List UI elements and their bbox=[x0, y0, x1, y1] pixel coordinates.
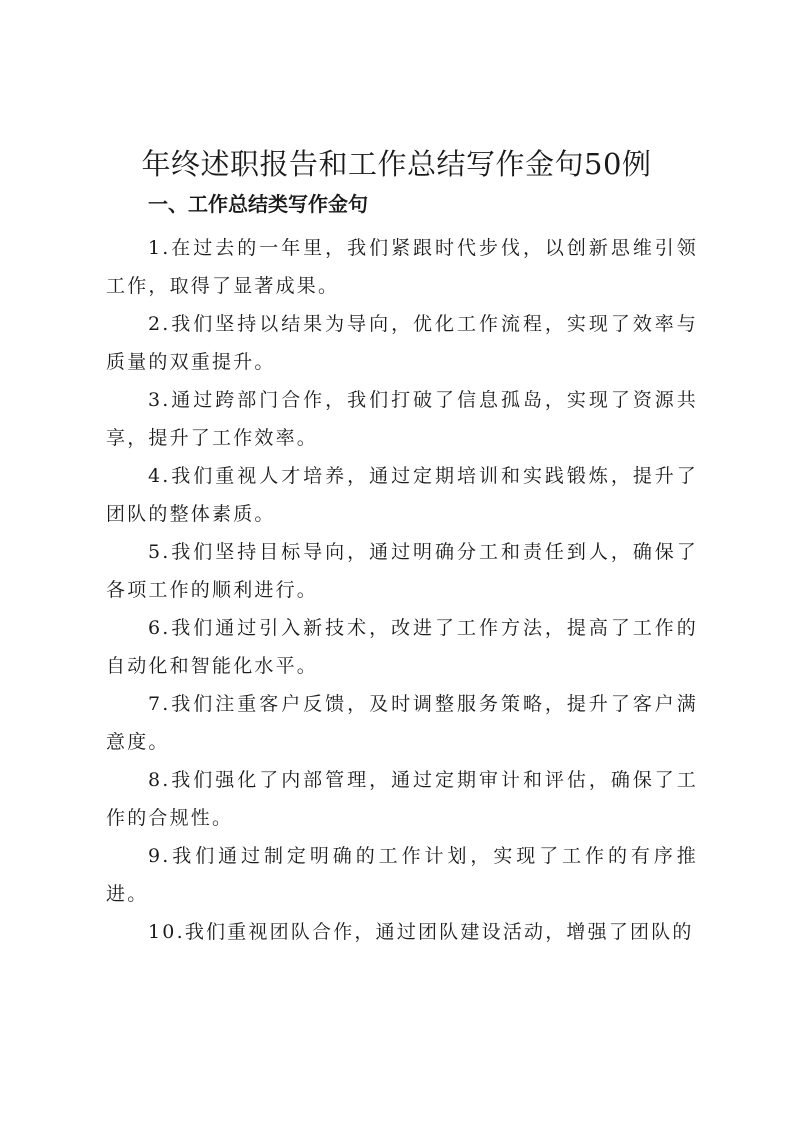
paragraph-4: 4.我们重视人才培养，通过定期培训和实践锻炼，提升了团队的整体素质。 bbox=[106, 465, 698, 525]
paragraph-10: 10.我们重视团队合作，通过团队建设活动，增强了团队的 bbox=[148, 921, 694, 943]
document-title: 年终述职报告和工作总结写作金句50例 bbox=[141, 147, 652, 181]
section-heading: 一、工作总结类写作金句 bbox=[148, 192, 368, 216]
paragraph-1: 1.在过去的一年里，我们紧跟时代步伐，以创新思维引领工作，取得了显著成果。 bbox=[106, 237, 698, 297]
paragraph-9: 9.我们通过制定明确的工作计划，实现了工作的有序推进。 bbox=[106, 845, 698, 905]
paragraph-2: 2.我们坚持以结果为导向，优化工作流程，实现了效率与质量的双重提升。 bbox=[106, 313, 698, 373]
paragraph-7: 7.我们注重客户反馈，及时调整服务策略，提升了客户满意度。 bbox=[106, 693, 698, 753]
paragraph-6: 6.我们通过引入新技术，改进了工作方法，提高了工作的自动化和智能化水平。 bbox=[106, 617, 698, 677]
paragraph-5: 5.我们坚持目标导向，通过明确分工和责任到人，确保了各项工作的顺利进行。 bbox=[106, 541, 698, 601]
body-text bbox=[106, 229, 698, 951]
paragraph-3: 3.通过跨部门合作，我们打破了信息孤岛，实现了资源共享，提升了工作效率。 bbox=[106, 389, 698, 449]
paragraph-8: 8.我们强化了内部管理，通过定期审计和评估，确保了工作的合规性。 bbox=[106, 769, 698, 829]
